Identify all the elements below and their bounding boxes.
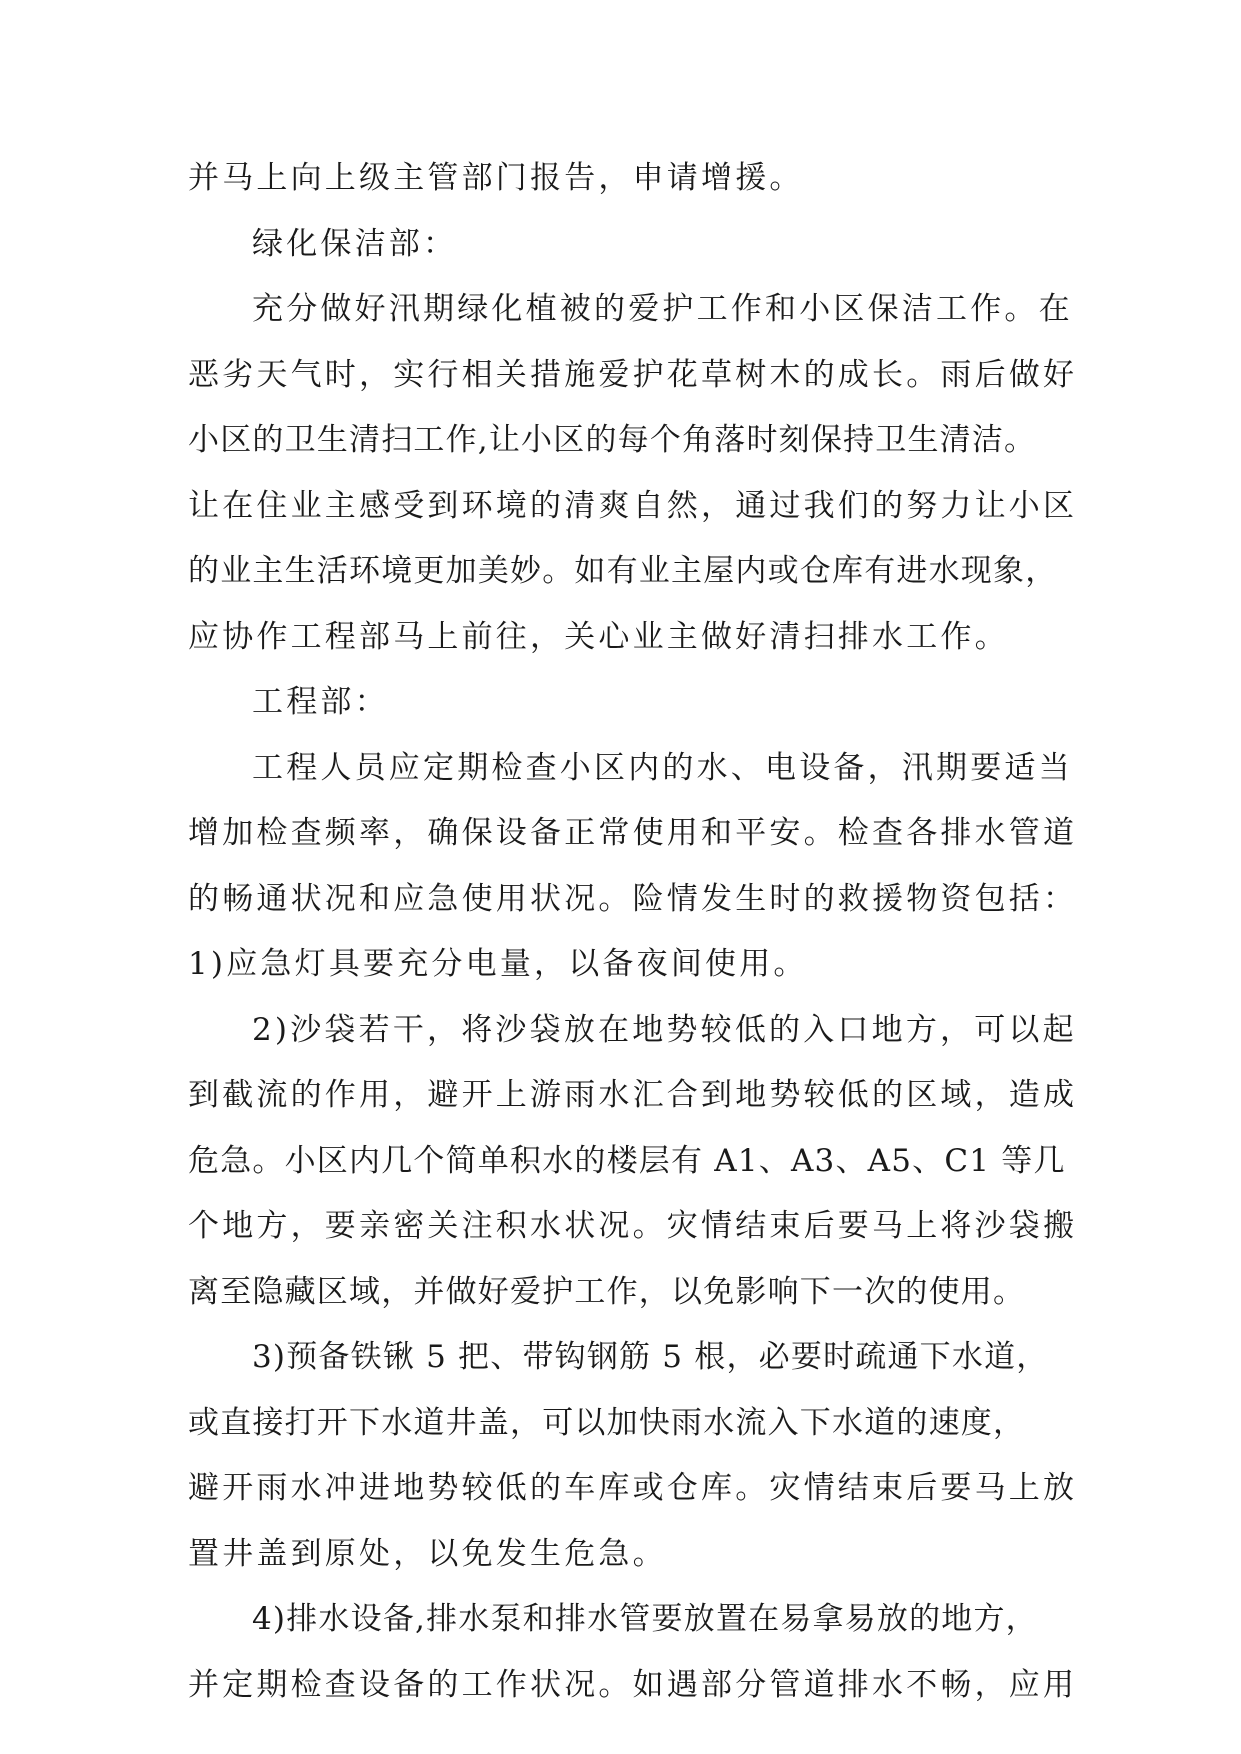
list-item-3: 3)预备铁锹 5 把、带钩钢筋 5 根，必要时疏通下水道，	[252, 1339, 1049, 1375]
text-line: 离至隐藏区域，并做好爱护工作，以免影响下一次的使用。	[188, 1273, 1026, 1310]
document-page	[188, 158, 1078, 1730]
text-line: 并马上向上级主管部门报告，申请增援。	[188, 160, 804, 196]
text-line: 应协作工程部马上前往，关心业主做好清扫排水工作。	[188, 618, 1009, 655]
text-line: 置井盖到原处，以免发生危急。	[188, 1535, 667, 1572]
list-item-1: 1)应急灯具要充分电量，以备夜间使用。	[188, 946, 808, 982]
list-item-2: 2)沙袋若干，将沙袋放在地势较低的入口地方，可以起	[252, 1011, 1077, 1048]
section-heading-greening-cleaning: 绿化保洁部：	[252, 225, 458, 262]
text-line: 到截流的作用，避开上游雨水汇合到地势较低的区域，造成	[188, 1077, 1078, 1113]
text-line: 个地方，要亲密关注积水状况。灾情结束后要马上将沙袋搬	[188, 1208, 1078, 1244]
text-line: 并定期检查设备的工作状况。如遇部分管道排水不畅，应用	[188, 1666, 1078, 1703]
text-line: 让在住业主感受到环境的清爽自然，通过我们的努力让小区	[188, 487, 1078, 524]
text-line: 的畅通状况和应急使用状况。险情发生时的救援物资包括：	[188, 880, 1078, 917]
text-line: 危急。小区内几个简单积水的楼层有 A1、A3、A5、C1 等几	[188, 1142, 1066, 1179]
text-line: 充分做好汛期绿化植被的爱护工作和小区保洁工作。在	[252, 291, 1073, 327]
text-line: 工程人员应定期检查小区内的水、电设备，汛期要适当	[252, 749, 1073, 786]
text-line: 小区的卫生清扫工作,让小区的每个角落时刻保持卫生清洁。	[188, 422, 1037, 458]
text-line: 或直接打开下水道井盖，可以加快雨水流入下水道的速度，	[188, 1404, 1026, 1441]
text-line: 恶劣天气时，实行相关措施爱护花草树木的成长。雨后做好	[188, 356, 1078, 393]
text-line: 的业主生活环境更加美妙。如有业主屋内或仓库有进水现象，	[188, 553, 1058, 589]
text-line: 增加检查频率，确保设备正常使用和平安。检查各排水管道	[188, 815, 1078, 851]
text-line: 避开雨水冲进地势较低的车库或仓库。灾情结束后要马上放	[188, 1470, 1078, 1506]
section-heading-engineering: 工程部：	[252, 684, 389, 720]
list-item-4: 4)排水设备,排水泵和排水管要放置在易拿易放的地方，	[252, 1601, 1038, 1637]
